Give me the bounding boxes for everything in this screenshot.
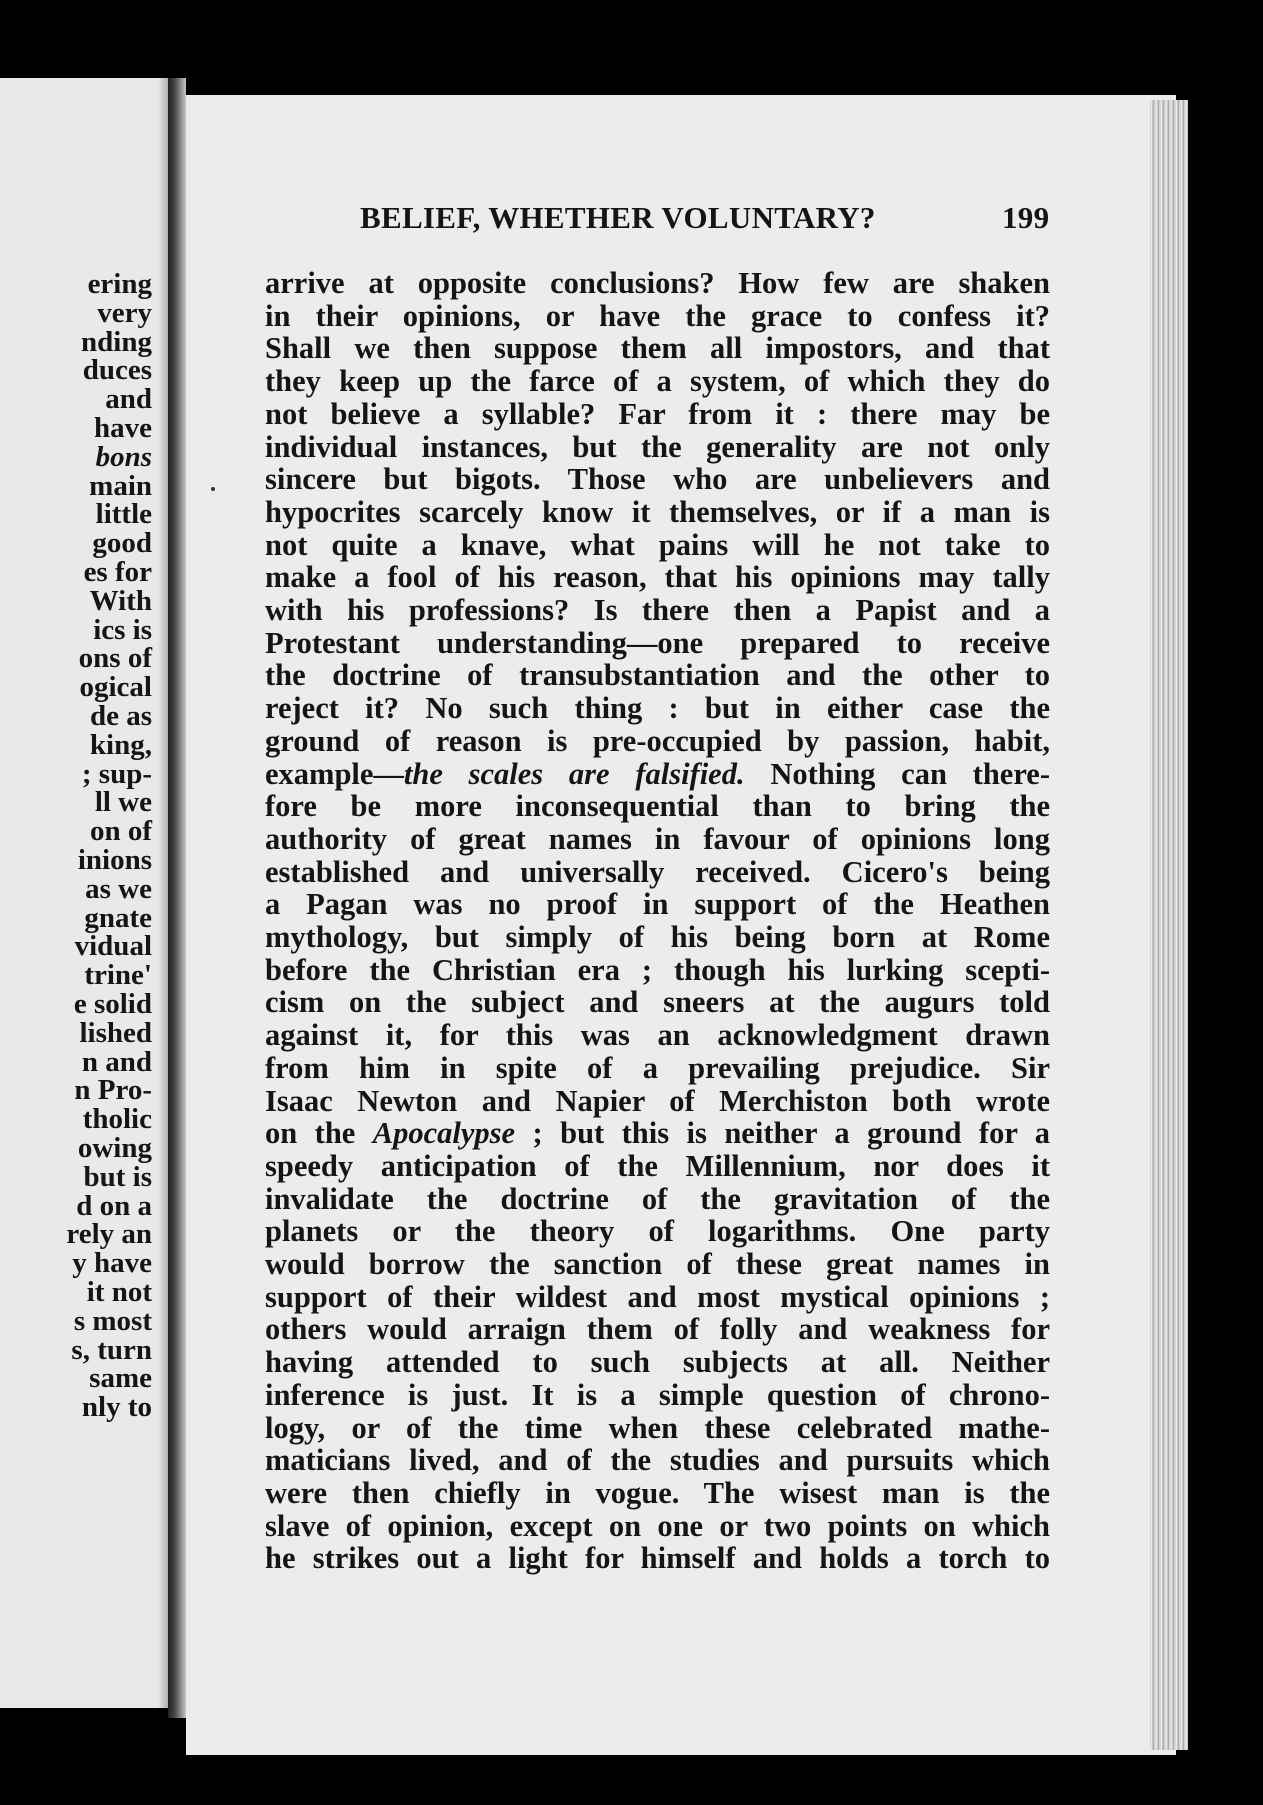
- text-line: the doctrine of transubstantiation and the other to: [265, 658, 1050, 693]
- left-text-line: rely an: [66, 1218, 152, 1251]
- text-line: individual instances, but the generality are not only: [265, 429, 1050, 464]
- text-line: slave of opinion, except on one or two points on which: [265, 1508, 1050, 1543]
- text-line: having attended to such subjects at all. Neither: [265, 1345, 1050, 1380]
- left-text-line: same: [89, 1362, 152, 1395]
- text-line: make a fool of his reason, that his opinions may tally: [265, 560, 1050, 595]
- left-text-line: nding: [81, 325, 152, 358]
- left-text-line: d on a: [76, 1189, 152, 1222]
- left-text-line: bons: [95, 440, 152, 473]
- margin-dot: [211, 487, 215, 491]
- left-text-line: but is: [83, 1160, 152, 1193]
- left-text-line: inions: [77, 844, 152, 876]
- left-text-line: s, turn: [71, 1333, 152, 1366]
- text-line: established and universally received. Cicero's being: [265, 854, 1050, 889]
- text-line: speedy anticipation of the Millennium, nor does it: [265, 1148, 1050, 1183]
- text-segment: example—: [265, 756, 404, 791]
- text-line: planets or the theory of logarithms. One party: [265, 1214, 1050, 1249]
- left-text-line: ogical: [79, 671, 152, 704]
- text-line: cism on the subject and sneers at the augurs told: [265, 985, 1050, 1020]
- left-text-line: With: [89, 584, 152, 617]
- left-text-line: as we: [85, 872, 152, 905]
- text-line: they keep up the farce of a system, of which they do: [265, 364, 1050, 399]
- left-text-line: s most: [73, 1304, 152, 1337]
- text-segment: Nothing can there-: [744, 756, 1050, 791]
- left-text-line: main: [89, 469, 152, 502]
- text-line: sincere but bigots. Those who are unbelievers and: [265, 462, 1050, 497]
- left-text-line: ll we: [94, 786, 152, 819]
- text-line: were then chiefly in vogue. The wisest man is the: [265, 1475, 1050, 1510]
- text-line: he strikes out a light for himself and holds a torch to: [265, 1541, 1050, 1576]
- left-text-line: little: [95, 498, 152, 531]
- text-line: Protestant understanding—one prepared to receive: [265, 625, 1050, 660]
- page-number: 199: [1002, 200, 1050, 235]
- left-text-line: tholic: [82, 1103, 152, 1136]
- left-text-line: duces: [82, 354, 152, 387]
- text-line: would borrow the sanction of these great names in: [265, 1247, 1050, 1281]
- left-text-line: it not: [86, 1276, 152, 1308]
- left-page-fragment: [0, 78, 168, 1708]
- text-line: reject it? No such thing : but in either case the: [265, 691, 1050, 726]
- text-line: inference is just. It is a simple question of chrono-: [265, 1377, 1050, 1412]
- text-line: from him in spite of a prevailing prejudice. Sir: [265, 1050, 1050, 1085]
- left-text-line: ering: [87, 268, 152, 300]
- italic-segment: Apocalypse: [372, 1116, 516, 1151]
- text-line: with his professions? Is there then a Papist and a: [265, 593, 1050, 627]
- text-line: authority of great names in favour of opinions long: [265, 821, 1050, 856]
- left-text-line: king,: [89, 728, 152, 761]
- text-line: against it, for this was an acknowledgment drawn: [265, 1018, 1050, 1053]
- left-text-line: ics is: [93, 613, 152, 646]
- left-text-line: e solid: [73, 988, 152, 1020]
- text-line: hypocrites scarcely know it themselves, or if a man is: [265, 494, 1050, 529]
- text-line: mythology, but simply of his being born at Rome: [265, 920, 1050, 954]
- text-line: arrive at opposite conclusions? How few are shaken: [265, 266, 1050, 300]
- text-segment: on the: [265, 1116, 373, 1151]
- text-line: a Pagan was no proof in support of the Heathen: [265, 887, 1050, 922]
- left-text-line: n Pro-: [74, 1074, 152, 1107]
- left-text-line: y have: [72, 1247, 152, 1280]
- left-text-line: ; sup-: [81, 757, 152, 790]
- left-page-shadow: [158, 78, 168, 1708]
- left-text-line: trine': [84, 959, 152, 992]
- text-line: [265, 1117, 1050, 1149]
- text-line: invalidate the doctrine of the gravitation of the: [265, 1181, 1050, 1216]
- text-line: Isaac Newton and Napier of Merchiston both wrote: [265, 1083, 1050, 1118]
- left-text-line: n and: [81, 1045, 152, 1078]
- italic-segment: the scales are falsified.: [403, 756, 745, 791]
- left-text-line: owing: [77, 1132, 152, 1164]
- text-line: others would arraign them of folly and weakness for: [265, 1312, 1050, 1347]
- book-gutter: [168, 78, 186, 1718]
- text-line: before the Christian era ; though his lurking scepti-: [265, 952, 1050, 987]
- text-line: [265, 758, 1050, 790]
- left-text-line: and: [105, 383, 152, 416]
- text-line: in their opinions, or have the grace to confess it?: [265, 298, 1050, 333]
- text-segment: ; but this is neither a ground for a: [515, 1116, 1050, 1151]
- running-head-title: BELIEF, WHETHER VOLUNTARY?: [360, 200, 876, 235]
- left-text-line: lished: [79, 1016, 152, 1049]
- text-line: support of their wildest and most mystical opinions ;: [265, 1279, 1050, 1314]
- left-text-line: good: [92, 527, 152, 560]
- left-text-line: on of: [89, 815, 152, 848]
- left-text-line: vidual: [74, 930, 152, 963]
- text-line: not believe a syllable? Far from it : there may be: [265, 396, 1050, 431]
- text-line: ground of reason is pre-occupied by passion, habit,: [265, 723, 1050, 758]
- text-line: Shall we then suppose them all impostors, and that: [265, 331, 1050, 366]
- text-line: fore be more inconsequential than to bring the: [265, 789, 1050, 824]
- left-text-line: have: [94, 412, 152, 444]
- left-text-line: very: [97, 296, 152, 329]
- page-edges: [1150, 100, 1188, 1750]
- text-line: maticians lived, and of the studies and pursuits which: [265, 1443, 1050, 1478]
- left-text-line: de as: [89, 700, 152, 732]
- text-line: not quite a knave, what pains will he not take to: [265, 527, 1050, 562]
- left-text-line: ons of: [78, 642, 152, 675]
- left-text-line: gnate: [84, 901, 152, 934]
- text-line: logy, or of the time when these celebrated mathe-: [265, 1410, 1050, 1445]
- left-text-line: nly to: [81, 1391, 152, 1424]
- left-text-line: es for: [83, 556, 152, 588]
